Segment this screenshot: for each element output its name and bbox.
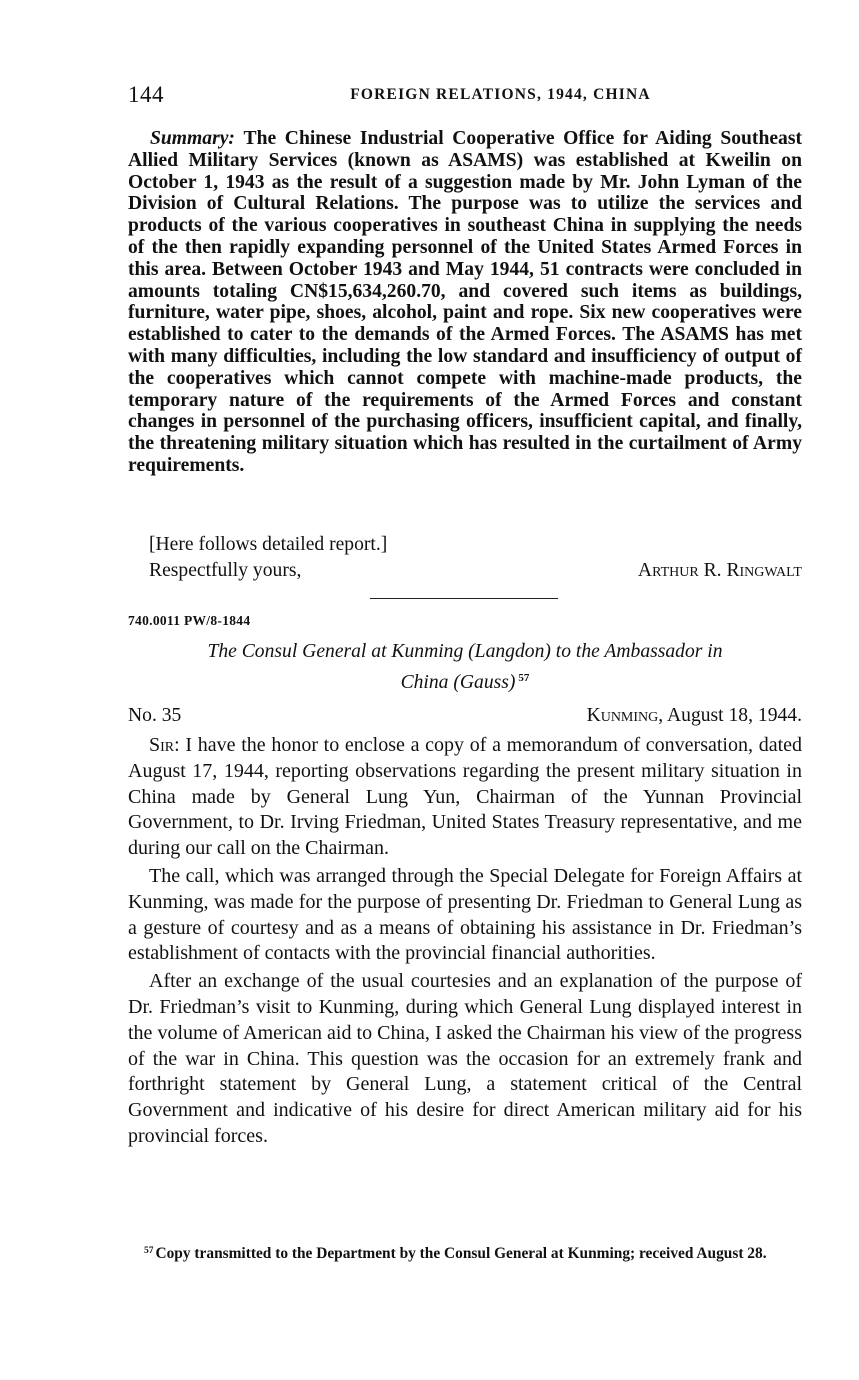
summary-label: Summary: (150, 128, 235, 149)
summary-text: The Chinese Industrial Cooperative Office for Aiding Southeast Allied Military Services (known as ASAMS) was established at Kweilin on October 1, 1943 as the result of a suggestion made by Mr. John Lyman of the Division of Cultural Relations. The purpose was to utilize the services and products of the various cooperatives in southeast China in supplying the needs of the then rapidly expanding personnel of the United States Armed Forces in this area. Between October 1943 and May 1944, 51 contracts were concluded in amounts totaling CN$15,634,260.70, and covered such items as buildings, furniture, water pipe, shoes, alcohol, paint and rope. Six new cooperatives were established to cater to the demands of the Armed Forces. The ASAMS has met with many difficulties, including the low standard and insufficiency of output of the cooperatives which cannot compete with machine-made products, the temporary nature of the requirements of the Armed Forces and constant changes in personnel of the purchasing officers, insufficient capital, and finally, the threatening military situation which has resulted in the curtailment of Army requirements. (128, 128, 802, 476)
paragraph-text: I have the honor to enclose a copy of a memorandum of conversation, dated August 17, 1944, reporting observations regarding the present military situation in China made by General Lung Yun, Chairman of the Yunnan Provincial Government, to Dr. Irving Friedman, United States Treasury representative, and me during our call on the Chairman. (128, 734, 802, 860)
document-title-line-1: The Consul General at Kunming (Langdon) to the Ambassador in (207, 641, 723, 662)
letter-paragraph (128, 733, 802, 862)
letter-paragraph: The call, which was arranged through the Special Delegate for Foreign Affairs at Kunming, was made for the purpose of presenting Dr. Friedman to General Lung as a gesture of courtesy and as a means of obtaining his assistance in Dr. Friedman’s establishment of contacts with the provincial financial authorities. (128, 864, 802, 965)
document-number: No. 35 (128, 705, 182, 726)
document-title-line-2: China (Gauss) (400, 672, 516, 693)
letter-paragraph: After an exchange of the usual courtesies and an explanation of the purpose of Dr. Friedman’s visit to Kunming, during which General Lung displayed interest in the volume of American aid to China, I asked the Chairman his view of the progress of the war in China. This question was the occasion for an extremely frank and forthright statement by General Lung, a statement critical of the Central Government and indicative of his desire for direct American military aid for his provincial forces. (128, 970, 802, 1147)
file-number: 740.0011 PW/8-1844 (128, 613, 251, 628)
running-head-title: FOREIGN RELATIONS, 1944, CHINA (350, 86, 651, 103)
footnote-reference: 57 (518, 672, 530, 684)
summary-paragraph (128, 128, 802, 477)
page-number: 144 (128, 82, 164, 107)
footnote (128, 1242, 802, 1264)
report-note: [Here follows detailed report.] (149, 534, 388, 555)
running-head (128, 82, 803, 110)
footnote-number: 57 (144, 1246, 154, 1256)
document-title (128, 639, 802, 696)
place: Kunming, (586, 705, 664, 726)
section-divider (370, 598, 558, 599)
place-date (587, 705, 802, 727)
signature: Arthur R. Ringwalt (637, 560, 802, 581)
salutation: Sir: (149, 734, 180, 756)
closing: Respectfully yours, (149, 560, 302, 581)
footnote-text: Copy transmitted to the Department by the Consul General at Kunming; received August 28. (155, 1245, 767, 1262)
letter-body (128, 733, 802, 1152)
date: August 18, 1944. (667, 705, 802, 726)
